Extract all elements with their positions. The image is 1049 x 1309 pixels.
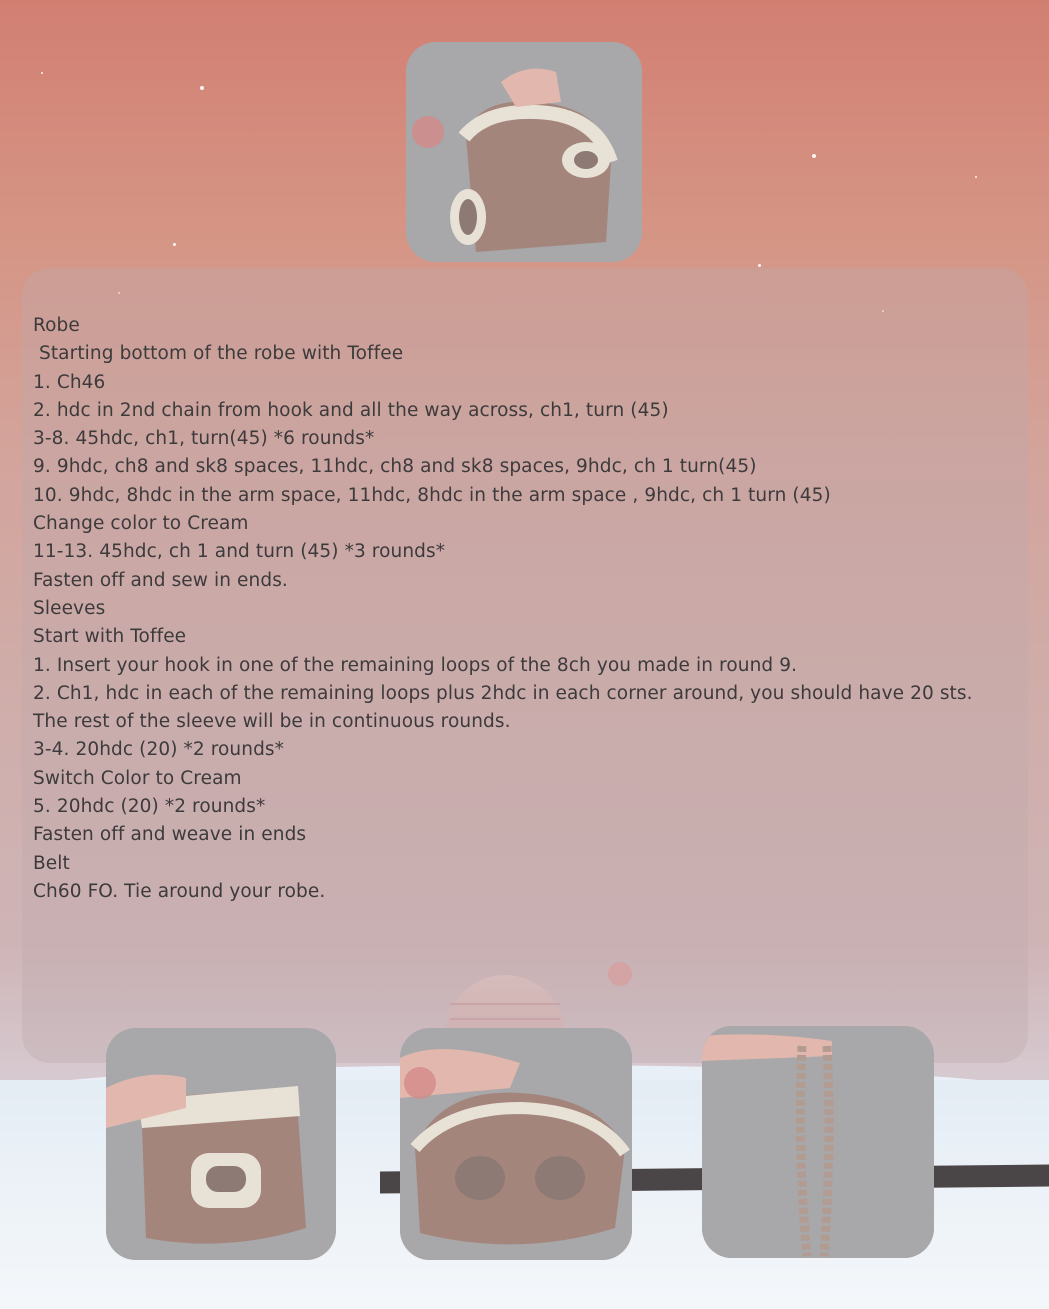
instruction-line: 2. Ch1, hdc in each of the remaining loops plus 2hdc in each corner around, you should have 20 sts.	[33, 682, 973, 704]
robe-front-photo	[106, 1028, 336, 1260]
robe-open-photo	[400, 1028, 632, 1260]
instruction-line: The rest of the sleeve will be in continuous rounds.	[33, 711, 511, 733]
instruction-line: 3-8. 45hdc, ch1, turn(45) *6 rounds*	[33, 428, 375, 450]
instruction-line: Change color to Cream	[33, 513, 249, 535]
section-heading-belt: Belt	[33, 852, 70, 874]
instruction-line: 2. hdc in 2nd chain from hook and all the way across, ch1, turn (45)	[33, 399, 669, 421]
section-heading-robe: Robe	[33, 315, 80, 336]
instruction-line: 1. Ch46	[33, 371, 106, 393]
instruction-line: Starting bottom of the robe with Toffee	[33, 343, 404, 365]
instruction-line: Ch60 FO. Tie around your robe.	[33, 880, 326, 902]
pattern-instructions	[33, 312, 1023, 906]
star-decoration	[758, 264, 761, 267]
instruction-line: Fasten off and weave in ends	[33, 824, 307, 846]
section-heading-sleeves: Sleeves	[33, 597, 106, 619]
robe-top-view-photo	[406, 42, 642, 262]
star-decoration	[200, 86, 204, 90]
instruction-line: 9. 9hdc, ch8 and sk8 spaces, 11hdc, ch8 and sk8 spaces, 9hdc, ch 1 turn(45)	[33, 456, 757, 478]
instruction-line: Start with Toffee	[33, 626, 187, 648]
robe-top-view-icon	[406, 42, 642, 262]
star-decoration	[41, 72, 43, 74]
instruction-line: 5. 20hdc (20) *2 rounds*	[33, 796, 266, 818]
instruction-line: 11-13. 45hdc, ch 1 and turn (45) *3 rounds*	[33, 541, 446, 563]
instruction-line: 1. Insert your hook in one of the remaining loops of the 8ch you made in round 9.	[33, 654, 798, 676]
belt-chain-photo	[702, 1026, 934, 1258]
instruction-line: 3-4. 20hdc (20) *2 rounds*	[33, 739, 284, 761]
instruction-line: 10. 9hdc, 8hdc in the arm space, 11hdc, 8hdc in the arm space , 9hdc, ch 1 turn (45)	[33, 484, 831, 506]
instruction-line: Fasten off and sew in ends.	[33, 569, 288, 591]
star-decoration	[975, 176, 977, 178]
robe-open-icon	[400, 1028, 632, 1260]
instruction-line: Switch Color to Cream	[33, 767, 242, 789]
robe-front-icon	[106, 1028, 336, 1260]
belt-chain-icon	[702, 1026, 934, 1258]
star-decoration	[812, 154, 816, 158]
star-decoration	[173, 243, 176, 246]
